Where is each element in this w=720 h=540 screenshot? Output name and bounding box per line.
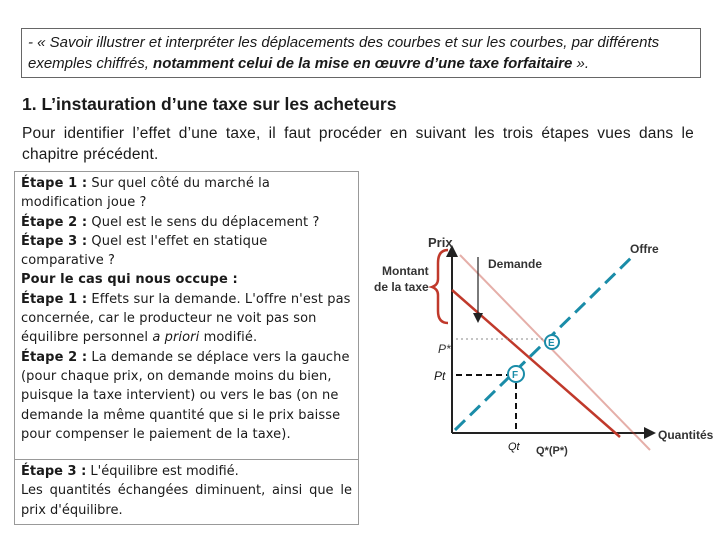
y-axis-label: Prix bbox=[428, 235, 453, 250]
question-1 bbox=[21, 174, 352, 213]
objective-box bbox=[21, 28, 701, 78]
tax-brace bbox=[432, 250, 448, 323]
step-label: Étape 3 : bbox=[21, 464, 87, 479]
answer-2 bbox=[21, 348, 352, 444]
demand-curve bbox=[452, 290, 620, 437]
objective-bold-text: notamment celui de la mise en œuvre d’une taxe forfaitaire bbox=[153, 55, 573, 72]
step-label: Étape 2 : bbox=[21, 214, 88, 230]
supply-label: Offre bbox=[630, 242, 659, 256]
conclusion-box bbox=[14, 459, 359, 525]
step-text: Sur quel côté du marché la modification joue ? bbox=[21, 176, 270, 211]
step-text-end: modifié. bbox=[199, 330, 258, 346]
case-label: Pour le cas qui nous occupe : bbox=[21, 272, 238, 288]
demand-label: Demande bbox=[488, 257, 543, 271]
p-star-label: P* bbox=[438, 342, 451, 356]
question-2 bbox=[21, 213, 352, 232]
steps-box bbox=[14, 171, 359, 465]
step-label: Étape 2 : bbox=[21, 349, 88, 365]
qt-label: Qt bbox=[508, 441, 520, 453]
step-label: Étape 3 : bbox=[21, 233, 88, 249]
x-axis-arrow-icon bbox=[644, 427, 656, 439]
pt-label: Pt bbox=[434, 369, 446, 383]
tax-amount-label: Montant bbox=[382, 264, 429, 278]
step-text: Quel est le sens du déplacement ? bbox=[87, 214, 320, 230]
step-label: Étape 1 : bbox=[21, 176, 88, 191]
objective-text: - « Savoir illustrer et interpréter les déplacements des courbes et sur les courbes, par différents exemples chiffrés, bbox=[28, 34, 660, 72]
step-text: Quel est l'effet en statique comparative ? bbox=[21, 233, 268, 269]
tax-graph bbox=[360, 215, 720, 475]
section-heading: 1. L’instauration d’une taxe sur les acheteurs bbox=[22, 94, 397, 114]
demand-curve-initial bbox=[460, 255, 650, 450]
conclusion-text: Les quantités échangées diminuent, ainsi que le prix d'équilibre. bbox=[21, 483, 352, 518]
step-text: L'équilibre est modifié. bbox=[86, 464, 239, 479]
objective-end: ». bbox=[572, 55, 590, 72]
answer-1 bbox=[21, 290, 352, 348]
step-text: La demande se déplace vers la gauche (pour chaque prix, on demande moins du bien, puisque la taxe intervient) ou vers le bas (on ne demande la même quantité que si le prix baisse pour compenser le paiement de la taxe). bbox=[21, 349, 350, 442]
q-star-label: Q*(P*) bbox=[536, 445, 568, 457]
question-3 bbox=[21, 232, 352, 271]
step-italic: a priori bbox=[152, 330, 200, 346]
x-axis-label: Quantités bbox=[658, 428, 714, 442]
answer-3 bbox=[21, 462, 352, 481]
point-f-label: F bbox=[512, 370, 519, 381]
intro-paragraph: Pour identifier l’effet d’une taxe, il faut procéder en suivant les trois étapes vues dans le chapitre précédent. bbox=[22, 125, 694, 163]
shift-arrow-icon bbox=[473, 313, 483, 323]
point-e-label: E bbox=[548, 338, 555, 349]
tax-amount-label: de la taxe bbox=[374, 280, 429, 294]
step-text: Effets sur la demande. L'offre n'est pas concernée, car le producteur ne voit pas son équilibre personnel bbox=[21, 291, 351, 346]
step-label: Étape 1 : bbox=[21, 291, 88, 307]
